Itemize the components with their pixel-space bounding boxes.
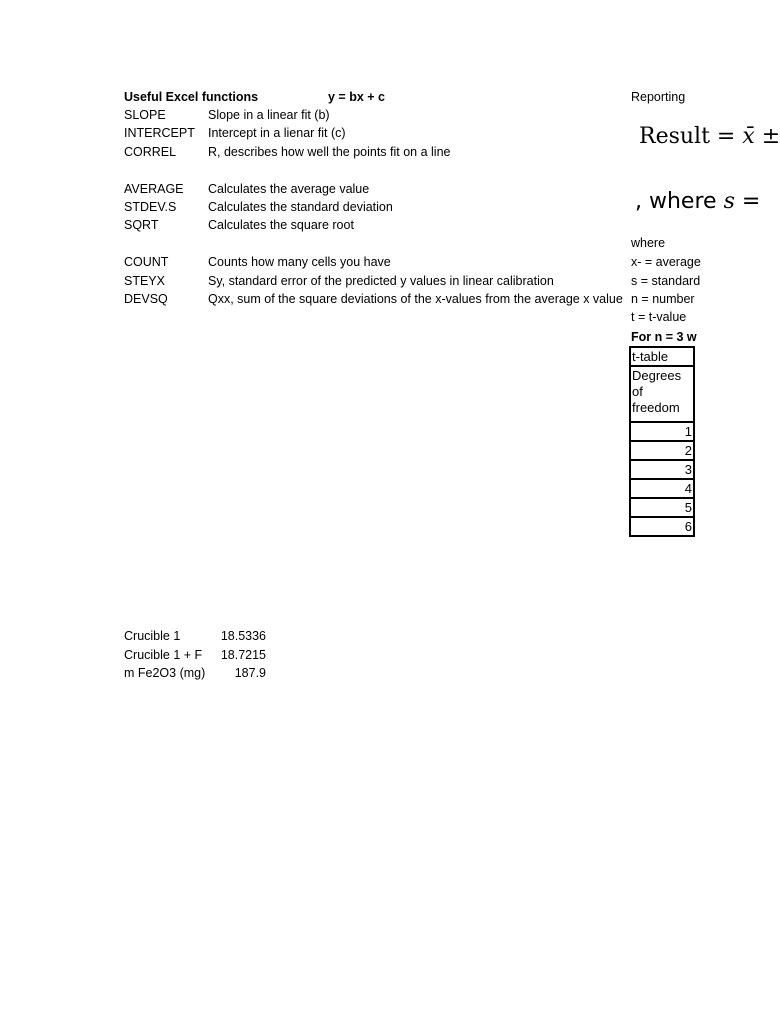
function-description: Intercept in a lienar fit (c) — [208, 126, 346, 140]
function-name: STEYX — [124, 274, 165, 288]
function-description: Qxx, sum of the square deviations of the x-values from the average x value — [208, 292, 623, 306]
function-name: SQRT — [124, 218, 159, 232]
reporting-heading: Reporting — [631, 90, 686, 104]
function-name: STDEV.S — [124, 200, 177, 214]
function-name: CORREL — [124, 145, 177, 159]
result-label: Result — [639, 124, 710, 149]
function-name: SLOPE — [124, 108, 166, 122]
reporting-section — [627, 0, 780, 1024]
std-dev-symbol: s — [723, 189, 735, 214]
function-description: R, describes how well the points fit on a line — [208, 145, 451, 159]
t-table-row: 3 — [631, 461, 693, 480]
function-name: COUNT — [124, 255, 169, 269]
t-table-row: 6 — [684, 519, 692, 534]
crucible-value: 18.7215 — [220, 648, 266, 662]
linear-equation-label: y = bx + c — [328, 90, 385, 104]
function-description: Calculates the average value — [208, 182, 370, 196]
where-prefix: , where — [635, 189, 717, 214]
definition-line: x- = average — [631, 255, 701, 269]
crucible-label: Crucible 1 + F — [124, 648, 203, 662]
degrees-of-freedom-header: Degrees of freedom — [631, 367, 693, 423]
t-table-row: 1 — [631, 423, 693, 442]
crucible-label: m Fe2O3 (mg) — [124, 666, 206, 680]
function-description: Calculates the standard deviation — [208, 200, 393, 214]
function-name: AVERAGE — [124, 182, 184, 196]
plus-minus-sign: ± — [761, 124, 780, 149]
where-equation — [635, 188, 760, 216]
t-table-row: 4 — [631, 480, 693, 499]
crucible-value: 187.9 — [234, 666, 266, 680]
definition-line: t = t-value — [631, 310, 687, 324]
crucible-value: 18.5336 — [220, 629, 266, 643]
definition-line: s = standard — [631, 274, 701, 288]
function-description: Counts how many cells you have — [208, 255, 391, 269]
where-label: where — [631, 236, 666, 250]
t-table-row: 2 — [631, 442, 693, 461]
t-table — [629, 346, 695, 537]
function-description: Sy, standard error of the predicted y values in linear calibration — [208, 274, 554, 288]
function-description: Slope in a linear fit (b) — [208, 108, 330, 122]
functions-heading: Useful Excel functions — [124, 90, 259, 104]
function-name: INTERCEPT — [124, 126, 195, 140]
equals-sign: = — [741, 189, 761, 214]
t-table-row: 5 — [631, 499, 693, 518]
mean-symbol: x̄ — [742, 124, 755, 149]
definition-line: n = number — [631, 292, 695, 306]
function-name: DEVSQ — [124, 292, 168, 306]
function-description: Calculates the square root — [208, 218, 354, 232]
result-equation — [639, 123, 780, 151]
t-table-title: t-table — [631, 348, 693, 367]
sample-size-note: For n = 3 w — [631, 330, 697, 344]
crucible-label: Crucible 1 — [124, 629, 181, 643]
equals-sign: = — [716, 124, 736, 149]
